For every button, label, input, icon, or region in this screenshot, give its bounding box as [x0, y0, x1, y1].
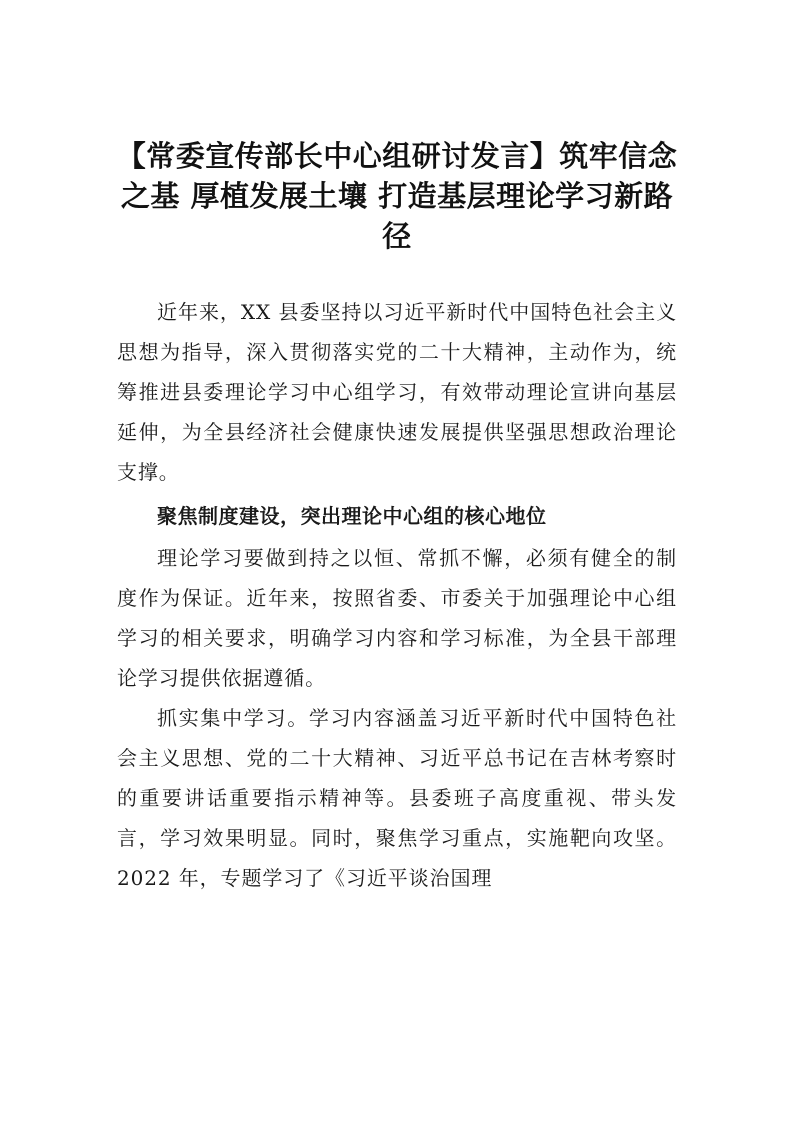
section-heading: 聚焦制度建设，突出理论中心组的核心地位 — [157, 504, 547, 528]
document-title: 【常委宣传部长中心组研讨发言】筑牢信念之基 厚植发展土壤 打造基层理论学习新路径 — [116, 139, 678, 253]
body-paragraph: 理论学习要做到持之以恒、常抓不懈，必须有健全的制度作为保证。近年来，按照省委、市委关于加强理论中心组学习的相关要求，明确学习内容和学习标准，为全县干部理论学习提供依据遵循。 — [117, 546, 677, 690]
intro-paragraph: 近年来，XX 县委坚持以习近平新时代中国特色社会主义思想为指导，深入贯彻落实党的二十大精神，主动作为，统筹推进县委理论学习中心组学习，有效带动理论宣讲向基层延伸，为全县经济社会健康快速发展提供坚强思想政治理论支撑。 — [117, 300, 677, 484]
document-body — [117, 292, 677, 898]
body-paragraph: 抓实集中学习。学习内容涵盖习近平新时代中国特色社会主义思想、党的二十大精神、习近平总书记在吉林考察时的重要讲话重要指示精神等。县委班子高度重视、带头发言，学习效果明显。同时，聚焦学习重点，实施靶向攻坚。2022 年，专题学习了《习近平谈治国理 — [117, 706, 677, 890]
